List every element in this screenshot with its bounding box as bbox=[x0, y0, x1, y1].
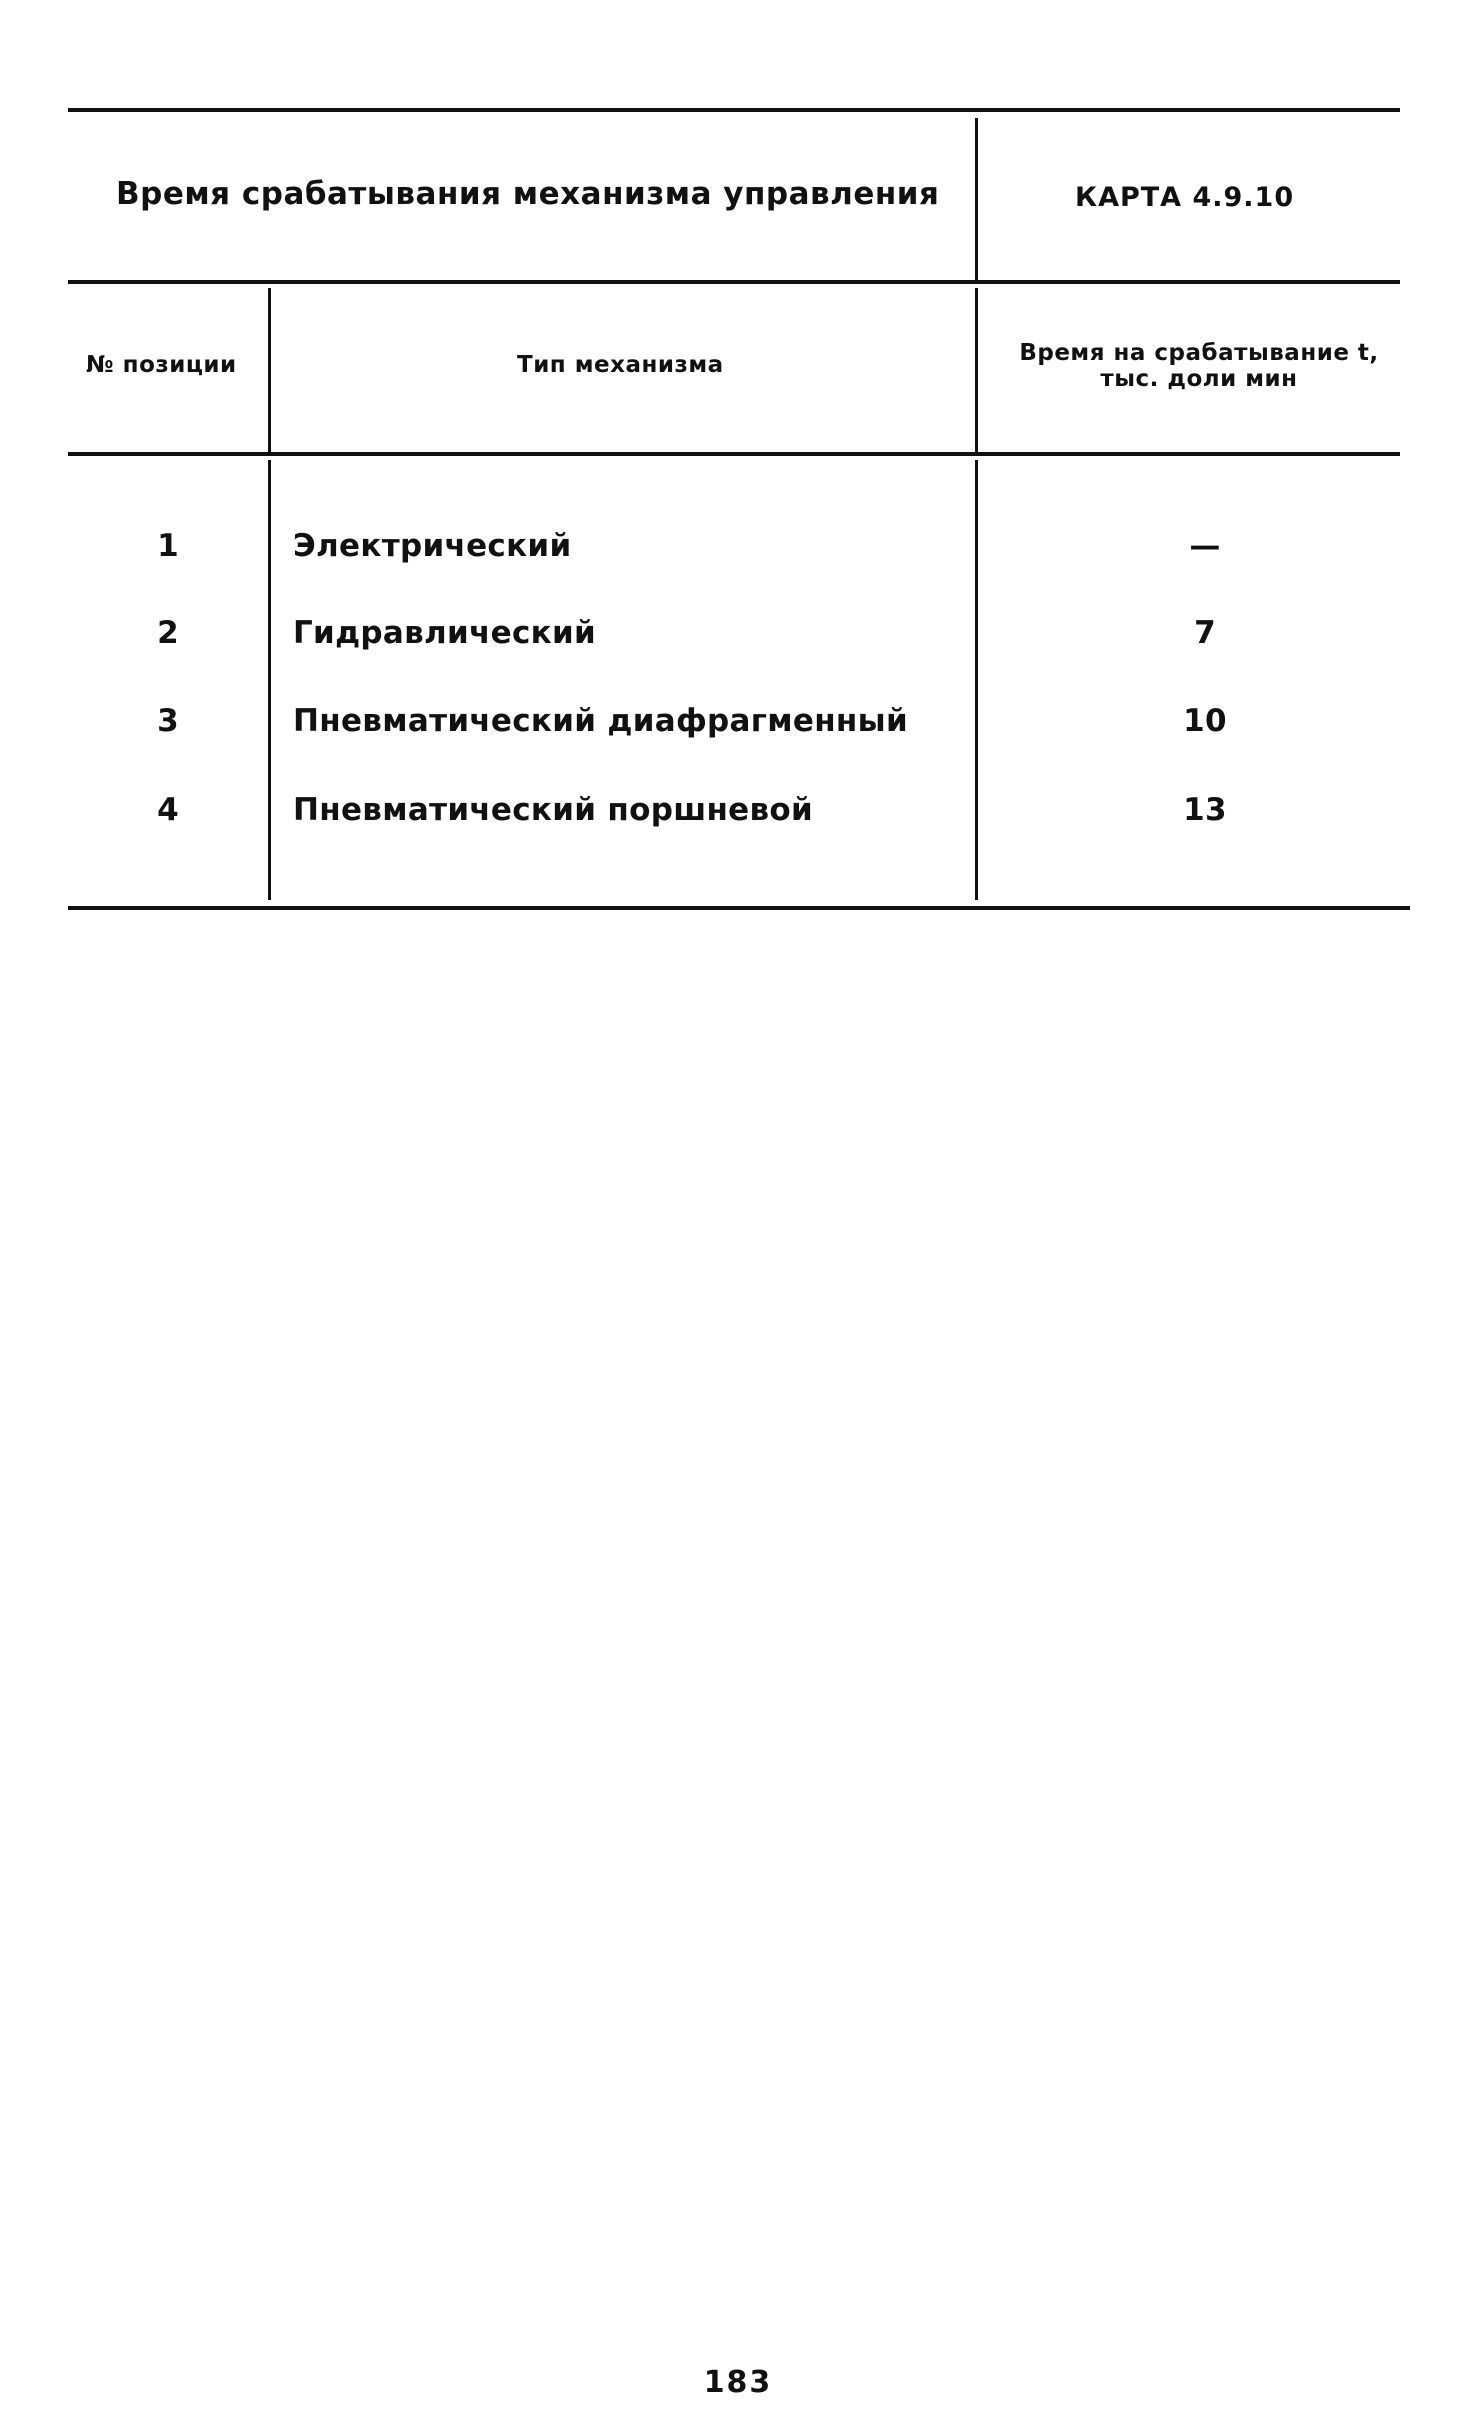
row-4-time: 13 bbox=[1183, 792, 1227, 828]
column-header-position: № позиции bbox=[86, 352, 237, 378]
row-2-number: 2 bbox=[157, 615, 179, 651]
title-rule bbox=[68, 280, 1400, 284]
row-1-number: 1 bbox=[157, 528, 179, 564]
row-1-type: Электрический bbox=[293, 528, 572, 564]
header-rule bbox=[68, 452, 1400, 456]
row-3-number: 3 bbox=[157, 703, 179, 739]
title-divider bbox=[975, 118, 978, 280]
bottom-rule bbox=[68, 906, 1410, 910]
row-1-time: — bbox=[1189, 528, 1221, 564]
column-header-time: Время на срабатывание t, тыс. доли мин bbox=[1019, 340, 1379, 392]
column-divider-2 bbox=[975, 288, 978, 452]
row-3-type: Пневматический диафрагменный bbox=[293, 703, 909, 739]
card-number: КАРТА 4.9.10 bbox=[1075, 182, 1295, 213]
page-number: 183 bbox=[703, 2365, 773, 2400]
row-3-time: 10 bbox=[1183, 703, 1227, 739]
table-title: Время срабатывания механизма управления bbox=[116, 176, 940, 212]
row-2-type: Гидравлический bbox=[293, 615, 597, 651]
column-divider-1-body bbox=[268, 460, 271, 900]
column-header-type: Тип механизма bbox=[517, 352, 724, 378]
top-rule bbox=[68, 108, 1400, 112]
column-divider-2-body bbox=[975, 460, 978, 900]
row-4-type: Пневматический поршневой bbox=[293, 792, 814, 828]
row-4-number: 4 bbox=[157, 792, 179, 828]
row-2-time: 7 bbox=[1194, 615, 1216, 651]
column-divider-1 bbox=[268, 288, 271, 452]
